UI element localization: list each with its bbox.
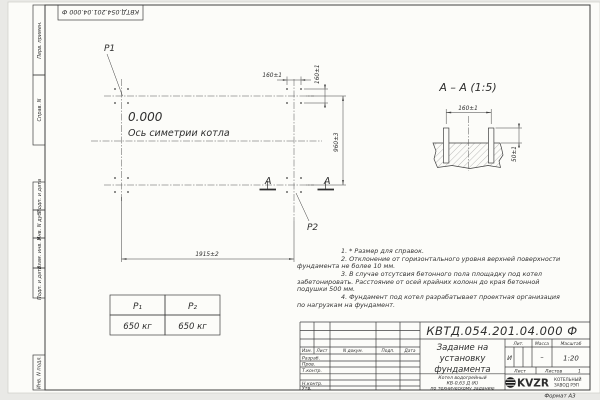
note-line: забетонировать. Расстояние от осей крайних колонн до края бетонной bbox=[297, 277, 540, 286]
section-dim-50: 50±1 bbox=[512, 146, 518, 162]
note-line: 1. * Размер для справок. bbox=[341, 247, 424, 255]
sheet-label: Лист bbox=[514, 369, 526, 375]
note-line: 3. В случае отсутсвия бетонного пола площадку под котел bbox=[341, 270, 542, 279]
stamp-doc-number: КВТД.054.201.04.000 Ф bbox=[61, 8, 140, 15]
sidebar-label-podp-data-2: Подп. и дата bbox=[36, 265, 43, 301]
subtitle-line-2: КВ-0,63 Д (К) bbox=[446, 381, 479, 387]
cut-letter-right: А bbox=[324, 176, 331, 187]
sidebar-label-vzam-inv: Взам. инв. N bbox=[36, 236, 43, 270]
note-line: по нагрузкам на фундамент. bbox=[297, 300, 396, 309]
lit-value: И bbox=[507, 354, 512, 362]
subtitle-line-3: по техническому заданию bbox=[430, 386, 495, 392]
dim-1915: 1915±2 bbox=[195, 252, 219, 258]
col-data: Дата bbox=[404, 349, 416, 354]
row-tkontr: Т.контр. bbox=[302, 369, 322, 374]
note-line: подушки 500 мм. bbox=[297, 285, 356, 294]
load-table-p1-value: 650 кг bbox=[123, 322, 152, 332]
sidebar-label-sprav-n: Справ. N bbox=[36, 98, 43, 122]
load-table-p2-header: P₂ bbox=[187, 302, 198, 312]
sidebar-label-perv-primen: Перв. примен. bbox=[36, 21, 43, 59]
dim-160-right: 160±1 bbox=[315, 64, 321, 84]
format-label: Формат А3 bbox=[544, 393, 576, 400]
scale-header: Масштаб bbox=[560, 341, 582, 347]
section-title: А – А (1:5) bbox=[439, 81, 497, 94]
title-line-2: установку bbox=[439, 354, 486, 364]
kvzr-logo-icon bbox=[505, 377, 515, 387]
row-nkontr: Н.контр. bbox=[302, 382, 323, 387]
load-table-p1-header: P₁ bbox=[132, 302, 143, 312]
title-line-3: фундамента bbox=[434, 365, 491, 375]
sheets-label: Листов bbox=[545, 369, 563, 375]
load-point-p2-label: P2 bbox=[307, 223, 319, 233]
mass-header: Масса bbox=[535, 341, 549, 347]
dim-960: 960±3 bbox=[334, 132, 340, 152]
load-table-p2-value: 650 кг bbox=[178, 322, 207, 332]
titleblock-doc-number: КВТД.054.201.04.000 Ф bbox=[426, 324, 578, 338]
lit-header: Лит. bbox=[513, 341, 524, 347]
row-utv: Утв. bbox=[302, 386, 312, 392]
company-line-1: КОТЕЛЬНЫЙ bbox=[554, 377, 582, 382]
row-razrab: Разраб. bbox=[302, 356, 321, 362]
row-prov: Пров. bbox=[302, 362, 316, 368]
sidebar-label-inv-podl: Инв. N подл. bbox=[36, 355, 43, 390]
sidebar-label-podp-data-1: Подп. и дата bbox=[36, 178, 43, 214]
note-line: 2. Отклонение от горизонтального уровня верхней поверхности bbox=[341, 254, 561, 263]
symmetry-axis-label: Ось симетрии котла bbox=[128, 128, 230, 139]
load-point-p1-label: P1 bbox=[104, 44, 116, 54]
sheets-value: 1 bbox=[578, 369, 581, 375]
dim-160-top: 160±1 bbox=[262, 73, 282, 79]
title-line-1: Задание на bbox=[436, 343, 489, 353]
company-line-2: ЗАВОД РЭП bbox=[554, 382, 579, 388]
subtitle-line-1: Котел водогрейный bbox=[438, 376, 487, 381]
logo-text: KVZR bbox=[517, 377, 549, 390]
signature-rows bbox=[302, 356, 323, 392]
cut-letter-left: А bbox=[265, 176, 272, 187]
note-line: 4. Фундамент под котел разрабатывает проектная организация bbox=[341, 293, 560, 302]
scale-value: 1:20 bbox=[563, 354, 579, 363]
col-ndok: N докум. bbox=[343, 349, 363, 354]
note-line: фундамента не более 10 мм. bbox=[297, 262, 396, 271]
level-mark: 0.000 bbox=[128, 110, 163, 124]
section-dim-160: 160±1 bbox=[458, 106, 478, 112]
col-list: Лист bbox=[316, 349, 328, 354]
mass-value: – bbox=[540, 353, 544, 361]
col-podp: Подп. bbox=[381, 349, 395, 354]
sidebar-label-inv-dubl: Инв. N дубл. bbox=[36, 207, 43, 241]
technical-notes bbox=[297, 248, 589, 310]
col-izm: Изм. bbox=[301, 349, 313, 354]
